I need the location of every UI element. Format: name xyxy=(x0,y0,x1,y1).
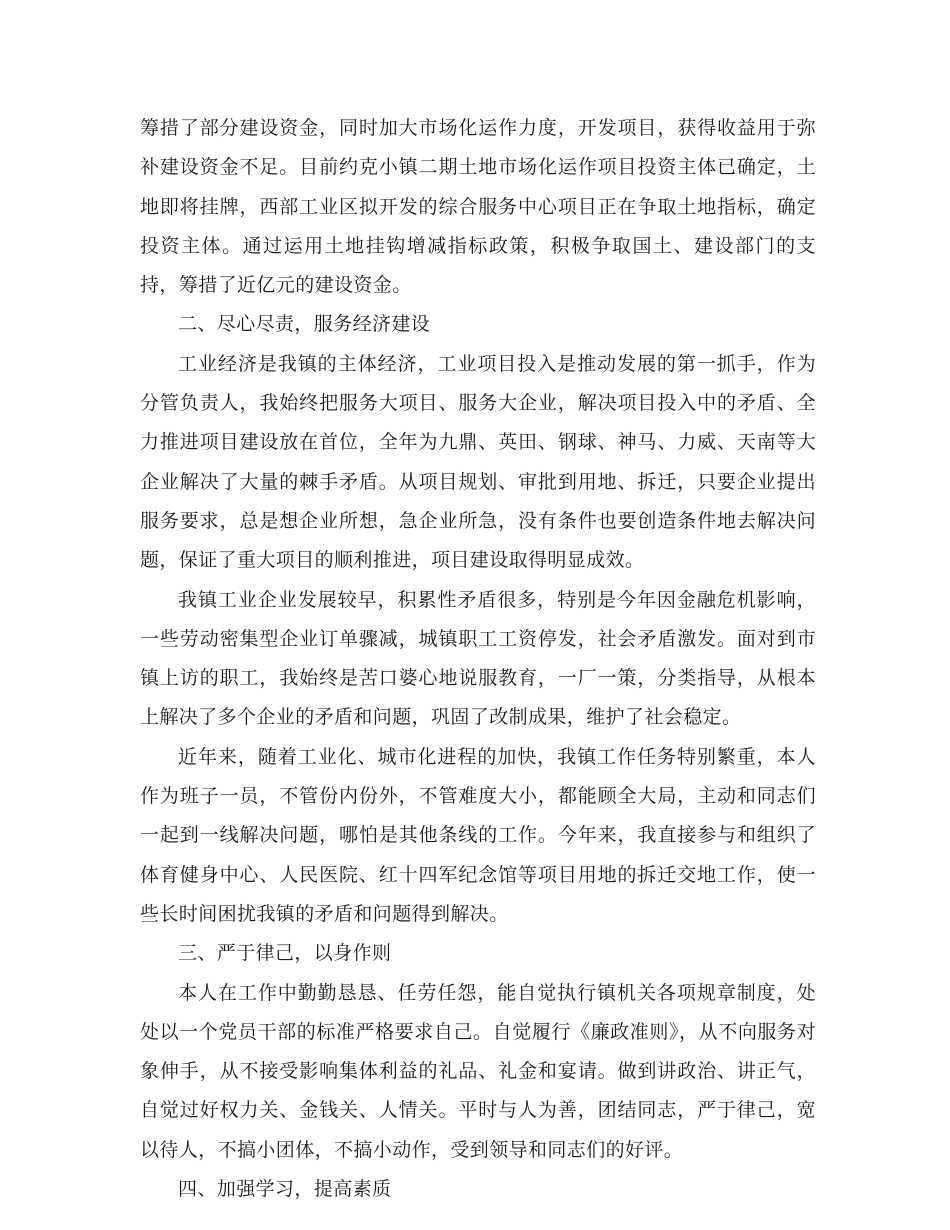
section-heading-4: 四、加强学习，提高素质 xyxy=(178,1178,392,1201)
section-heading-3: 三、严于律己，以身作则 xyxy=(178,942,392,965)
section-heading-2: 二、尽心尽责，服务经济建设 xyxy=(178,313,431,336)
paragraph: 工业经济是我镇的主体经济，工业项目投入是推动发展的第一抓手，作为分管负责人，我始终把服务大项目、服务大企业，解决项目投入中的矛盾、全力推进项目建设放在首位，全年为九鼎、英田、钢球、神马、力威、天南等大企业解决了大量的棘手矛盾。从项目规划、审批到用地、拆迁，只要企业提出服务要求，总是想企业所想，急企业所急，没有条件也要创造条件地去解决问题，保证了重大项目的顺利推进，项目建设取得明显成效。 xyxy=(140,352,816,572)
document-body xyxy=(140,109,816,1209)
paragraph: 近年来，随着工业化、城市化进程的加快，我镇工作任务特别繁重，本人作为班子一员，不管份内份外，不管难度大小，都能顾全大局，主动和同志们一起到一线解决问题，哪怕是其他条线的工作。今年来，我直接参与和组织了体育健身中心、人民医院、红十四军纪念馆等项目用地的拆迁交地工作，使一些长时间困扰我镇的矛盾和问题得到解决。 xyxy=(140,745,816,925)
paragraph: 本人在工作中勤勤恳恳、任劳任怨，能自觉执行镇机关各项规章制度，处处以一个党员干部的标准严格要求自己。自觉履行《廉政准则》，从不向服务对象伸手，从不接受影响集体利益的礼品、礼金和宴请。做到讲政治、讲正气，自觉过好权力关、金钱关、人情关。平时与人为善，团结同志，严于律己，宽以待人，不搞小团体，不搞小动作，受到领导和同志们的好评。 xyxy=(140,981,816,1161)
paragraph: 我镇工业企业发展较早，积累性矛盾很多，特别是今年因金融危机影响，一些劳动密集型企业订单骤减，城镇职工工资停发，社会矛盾激发。面对到市镇上访的职工，我始终是苦口婆心地说服教育，一厂一策，分类指导，从根本上解决了多个企业的矛盾和问题，巩固了改制成果，维护了社会稳定。 xyxy=(140,588,816,729)
paragraph-continued: 筹措了部分建设资金，同时加大市场化运作力度，开发项目，获得收益用于弥补建设资金不足。目前约克小镇二期土地市场化运作项目投资主体已确定，土地即将挂牌，西部工业区拟开发的综合服务中心项目正在争取土地指标，确定投资主体。通过运用土地挂钩增减指标政策，积极争取国土、建设部门的支持，筹措了近亿元的建设资金。 xyxy=(140,117,816,297)
